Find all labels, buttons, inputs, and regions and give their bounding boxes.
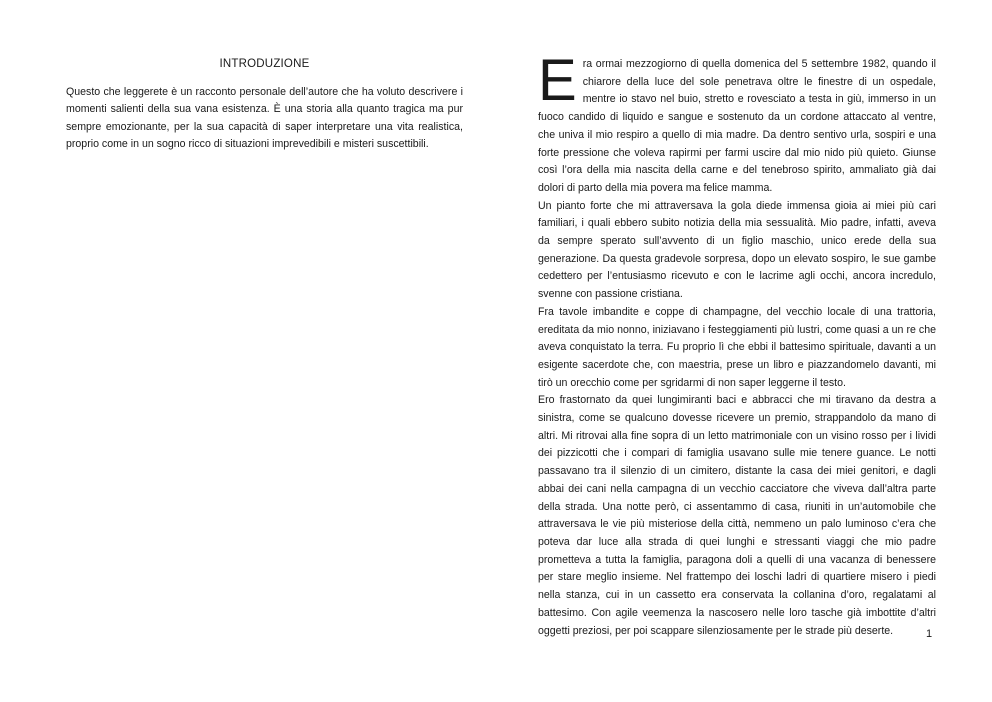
introduction-paragraph: Questo che leggerete è un racconto personale dell’autore che ha voluto descrivere i momenti salienti della sua vana esistenza. È una storia alla quanto tragica ma pur sempre emozionante, per la sua capacità di saper interpretare una vita realistica, proprio come in un sogno ricco di situazioni imprevedibili e misteri suscettibili. [66, 86, 463, 150]
paragraph-1 [538, 48, 936, 198]
paragraph-4: Ero frastornato da quei lungimiranti baci e abbracci che mi tiravano da destra a sinistra, come se qualcuno dovesse ricevere un premio, strappandolo da mano di altri. Mi ritrovai alla fine sopra di un letto matrimoniale con un visino rosso per i lividi dei pizzicotti che i compari di famiglia usavano sulle mie tenere guance. Le notti passavano tra il silenzio di un cimitero, distante la casa dei miei genitori, e dagli abbai dei cani nella campagna di un vecchio cacciatore che viveva dall’altra parte della strada. Una notte però, ci assentammo di casa, riuniti in un’automobile che attraversava le vie più misteriose della città, nemmeno un palo luminoso c’era che poteva dar luce alla strada di quei lunghi e stressanti viaggi che mio padre prometteva a tutta la famiglia, paragona doli a quelli di una vacanza di benessere per stare meglio insieme. Nel frattempo dei loschi ladri di quartiere misero i piedi nella stanza, cui in un cassetto era conservata la collanina d’oro, regalatami al battesimo. Con agile veemenza la nascosero nelle loro tasche già imbottite d’altri oggetti preziosi, per poi scappare silenziosamente per le strade più deserte. [538, 394, 936, 637]
introduction-title: INTRODUZIONE [219, 58, 310, 70]
paragraph-3: Fra tavole imbandite e coppe di champagne, del vecchio locale di una trattoria, ereditata da mio nonno, iniziavano i festeggiamenti più lustri, come quasi a un re che aveva conquistato la terra. Fu proprio lì che ebbi il battesimo spirituale, davanti a un esigente sacerdote che, con maestria, prese un libro e piazzandomelo davanti, mi tirò un orecchio come per sgridarmi di non saper leggerne il testo. [538, 305, 936, 389]
paragraph-1-text: ra ormai mezzogiorno di quella domenica del 5 settembre 1982, quando il chiarore della luce del sole penetrava oltre le finestre di un ospedale, mentre io stavo nel buio, stretto e rovesciato a testa in giù, immerso in un fuoco candido di liquido e sangue e sostenuto da un cordone attaccato al ventre, che univa il mio respiro a quello di mia madre. Da dentro sentivo urla, sospiri e una forte pressione che voleva rapirmi per farmi uscire dal mio nido più quieto. Giunse così l’ora della mia nascita della carne e del tenebroso spirito, ammaliato già dai dolori di parto della mia povera ma felice mamma. [538, 58, 936, 194]
introduction-section [66, 58, 463, 153]
paragraph-2: Un pianto forte che mi attraversava la gola diede immensa gioia ai miei più cari familiari, i quali ebbero subito notizia della mia sessualità. Mio padre, infatti, aveva da sempre sperato sull’avvento di un figlio maschio, unico erede della sua generazione. Da questa gradevole sorpresa, dopo un elevato sospiro, le sue gambe cedettero per l’entusiasmo ricevuto e con le lacrime agli occhi, ancora incredulo, svenne con passione cristiana. [538, 199, 936, 301]
page-number: 1 [926, 628, 933, 640]
drop-cap: E [538, 48, 577, 113]
chapter-text [538, 48, 936, 640]
